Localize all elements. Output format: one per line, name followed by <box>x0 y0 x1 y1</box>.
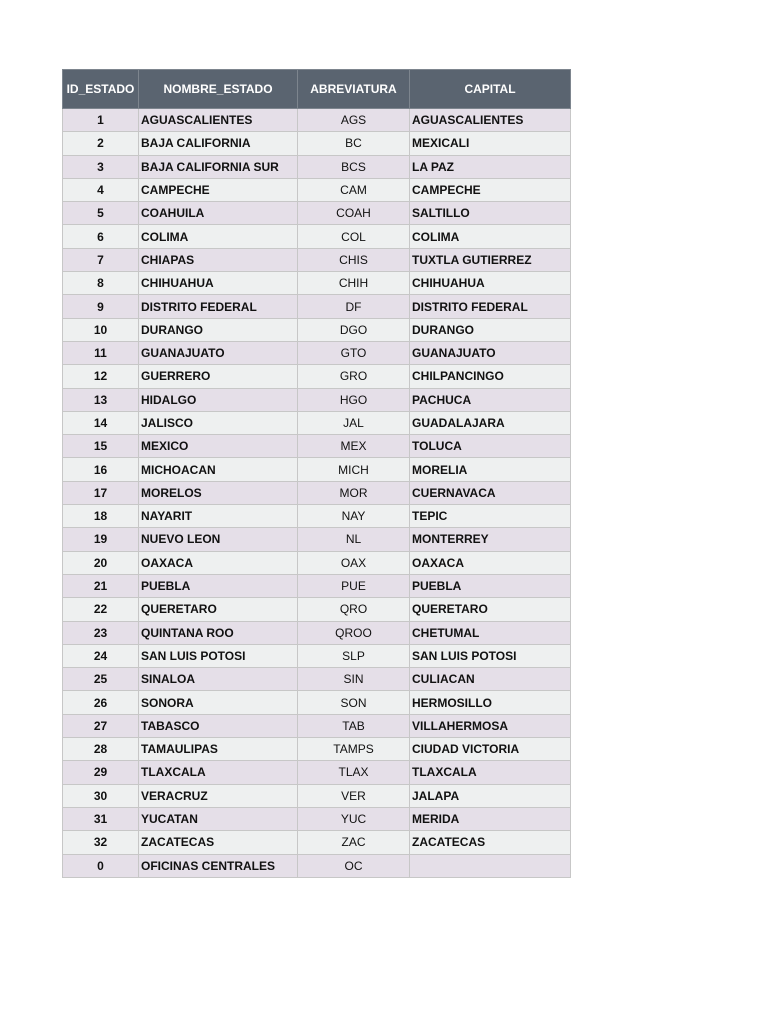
cell-abreviatura: ZAC <box>298 831 410 854</box>
cell-abreviatura: COL <box>298 225 410 248</box>
cell-nombre-estado: BAJA CALIFORNIA <box>139 132 298 155</box>
cell-capital: TEPIC <box>410 505 571 528</box>
table-row <box>63 178 571 201</box>
cell-abreviatura: MICH <box>298 458 410 481</box>
table-row <box>63 248 571 271</box>
cell-nombre-estado: PUEBLA <box>139 574 298 597</box>
table-row <box>63 854 571 877</box>
cell-abreviatura: QROO <box>298 621 410 644</box>
cell-capital: ZACATECAS <box>410 831 571 854</box>
cell-abreviatura: CAM <box>298 178 410 201</box>
cell-capital: PUEBLA <box>410 574 571 597</box>
cell-abreviatura: SON <box>298 691 410 714</box>
cell-nombre-estado: TABASCO <box>139 714 298 737</box>
table-row <box>63 388 571 411</box>
cell-nombre-estado: OFICINAS CENTRALES <box>139 854 298 877</box>
cell-abreviatura: TAMPS <box>298 738 410 761</box>
table-row <box>63 155 571 178</box>
cell-id-estado: 7 <box>63 248 139 271</box>
cell-capital: JALAPA <box>410 784 571 807</box>
cell-id-estado: 25 <box>63 668 139 691</box>
cell-id-estado: 10 <box>63 318 139 341</box>
cell-capital: CIUDAD VICTORIA <box>410 738 571 761</box>
cell-nombre-estado: GUANAJUATO <box>139 341 298 364</box>
cell-capital: GUADALAJARA <box>410 411 571 434</box>
cell-id-estado: 26 <box>63 691 139 714</box>
cell-capital: OAXACA <box>410 551 571 574</box>
cell-capital: MONTERREY <box>410 528 571 551</box>
table-row <box>63 714 571 737</box>
table-row <box>63 109 571 132</box>
cell-abreviatura: BC <box>298 132 410 155</box>
cell-nombre-estado: OAXACA <box>139 551 298 574</box>
cell-id-estado: 17 <box>63 481 139 504</box>
cell-abreviatura: NAY <box>298 505 410 528</box>
cell-id-estado: 14 <box>63 411 139 434</box>
table-row <box>63 272 571 295</box>
cell-nombre-estado: CAMPECHE <box>139 178 298 201</box>
cell-id-estado: 12 <box>63 365 139 388</box>
cell-nombre-estado: COLIMA <box>139 225 298 248</box>
header-capital: CAPITAL <box>410 70 571 109</box>
cell-capital: PACHUCA <box>410 388 571 411</box>
cell-abreviatura: BCS <box>298 155 410 178</box>
table-row <box>63 621 571 644</box>
table-row <box>63 458 571 481</box>
cell-capital: DISTRITO FEDERAL <box>410 295 571 318</box>
cell-capital: COLIMA <box>410 225 571 248</box>
table-row <box>63 551 571 574</box>
cell-id-estado: 19 <box>63 528 139 551</box>
estados-table <box>62 69 571 878</box>
table-row <box>63 411 571 434</box>
cell-abreviatura: GTO <box>298 341 410 364</box>
cell-capital: VILLAHERMOSA <box>410 714 571 737</box>
table-row <box>63 202 571 225</box>
cell-capital: MERIDA <box>410 807 571 830</box>
table-row <box>63 784 571 807</box>
cell-nombre-estado: GUERRERO <box>139 365 298 388</box>
cell-nombre-estado: SONORA <box>139 691 298 714</box>
cell-id-estado: 21 <box>63 574 139 597</box>
cell-abreviatura: CHIH <box>298 272 410 295</box>
cell-id-estado: 9 <box>63 295 139 318</box>
cell-abreviatura: NL <box>298 528 410 551</box>
cell-abreviatura: QRO <box>298 598 410 621</box>
header-nombre-estado: NOMBRE_ESTADO <box>139 70 298 109</box>
cell-capital: TLAXCALA <box>410 761 571 784</box>
cell-capital: CHIHUAHUA <box>410 272 571 295</box>
cell-id-estado: 32 <box>63 831 139 854</box>
cell-capital: SAN LUIS POTOSI <box>410 644 571 667</box>
cell-nombre-estado: QUERETARO <box>139 598 298 621</box>
cell-capital <box>410 854 571 877</box>
cell-nombre-estado: NUEVO LEON <box>139 528 298 551</box>
cell-capital: TOLUCA <box>410 435 571 458</box>
cell-nombre-estado: VERACRUZ <box>139 784 298 807</box>
cell-id-estado: 2 <box>63 132 139 155</box>
cell-nombre-estado: MEXICO <box>139 435 298 458</box>
cell-id-estado: 16 <box>63 458 139 481</box>
cell-nombre-estado: SINALOA <box>139 668 298 691</box>
cell-capital: GUANAJUATO <box>410 341 571 364</box>
cell-nombre-estado: NAYARIT <box>139 505 298 528</box>
cell-capital: HERMOSILLO <box>410 691 571 714</box>
table-row <box>63 691 571 714</box>
cell-abreviatura: DGO <box>298 318 410 341</box>
table-row <box>63 132 571 155</box>
cell-nombre-estado: TLAXCALA <box>139 761 298 784</box>
table-header-row <box>63 70 571 109</box>
cell-abreviatura: OC <box>298 854 410 877</box>
table-row <box>63 598 571 621</box>
cell-abreviatura: AGS <box>298 109 410 132</box>
cell-capital: CAMPECHE <box>410 178 571 201</box>
cell-abreviatura: GRO <box>298 365 410 388</box>
cell-capital: CULIACAN <box>410 668 571 691</box>
cell-nombre-estado: TAMAULIPAS <box>139 738 298 761</box>
cell-nombre-estado: AGUASCALIENTES <box>139 109 298 132</box>
cell-nombre-estado: ZACATECAS <box>139 831 298 854</box>
cell-abreviatura: SLP <box>298 644 410 667</box>
cell-id-estado: 8 <box>63 272 139 295</box>
cell-nombre-estado: BAJA CALIFORNIA SUR <box>139 155 298 178</box>
header-abreviatura: ABREVIATURA <box>298 70 410 109</box>
table-row <box>63 341 571 364</box>
cell-abreviatura: TAB <box>298 714 410 737</box>
table-row <box>63 528 571 551</box>
cell-abreviatura: OAX <box>298 551 410 574</box>
cell-capital: LA PAZ <box>410 155 571 178</box>
cell-id-estado: 13 <box>63 388 139 411</box>
table-row <box>63 365 571 388</box>
cell-capital: CHILPANCINGO <box>410 365 571 388</box>
cell-id-estado: 5 <box>63 202 139 225</box>
cell-capital: CHETUMAL <box>410 621 571 644</box>
cell-nombre-estado: DURANGO <box>139 318 298 341</box>
table-body <box>63 109 571 878</box>
cell-nombre-estado: HIDALGO <box>139 388 298 411</box>
cell-capital: CUERNAVACA <box>410 481 571 504</box>
cell-id-estado: 30 <box>63 784 139 807</box>
cell-id-estado: 6 <box>63 225 139 248</box>
cell-capital: AGUASCALIENTES <box>410 109 571 132</box>
cell-id-estado: 27 <box>63 714 139 737</box>
cell-id-estado: 20 <box>63 551 139 574</box>
cell-capital: MEXICALI <box>410 132 571 155</box>
header-id-estado: ID_ESTADO <box>63 70 139 109</box>
cell-nombre-estado: YUCATAN <box>139 807 298 830</box>
table-row <box>63 644 571 667</box>
cell-nombre-estado: MORELOS <box>139 481 298 504</box>
cell-nombre-estado: CHIAPAS <box>139 248 298 271</box>
table-row <box>63 574 571 597</box>
cell-nombre-estado: CHIHUAHUA <box>139 272 298 295</box>
cell-nombre-estado: DISTRITO FEDERAL <box>139 295 298 318</box>
cell-abreviatura: MEX <box>298 435 410 458</box>
cell-id-estado: 29 <box>63 761 139 784</box>
cell-capital: QUERETARO <box>410 598 571 621</box>
table-row <box>63 318 571 341</box>
cell-nombre-estado: COAHUILA <box>139 202 298 225</box>
table-row <box>63 225 571 248</box>
cell-capital: DURANGO <box>410 318 571 341</box>
table-row <box>63 505 571 528</box>
cell-nombre-estado: JALISCO <box>139 411 298 434</box>
table-row <box>63 807 571 830</box>
table-row <box>63 295 571 318</box>
cell-abreviatura: PUE <box>298 574 410 597</box>
cell-abreviatura: YUC <box>298 807 410 830</box>
cell-abreviatura: TLAX <box>298 761 410 784</box>
cell-abreviatura: COAH <box>298 202 410 225</box>
cell-capital: SALTILLO <box>410 202 571 225</box>
cell-abreviatura: DF <box>298 295 410 318</box>
cell-id-estado: 11 <box>63 341 139 364</box>
cell-id-estado: 4 <box>63 178 139 201</box>
cell-id-estado: 3 <box>63 155 139 178</box>
cell-abreviatura: CHIS <box>298 248 410 271</box>
cell-abreviatura: JAL <box>298 411 410 434</box>
table-row <box>63 831 571 854</box>
cell-capital: TUXTLA GUTIERREZ <box>410 248 571 271</box>
cell-id-estado: 24 <box>63 644 139 667</box>
cell-abreviatura: MOR <box>298 481 410 504</box>
cell-nombre-estado: QUINTANA ROO <box>139 621 298 644</box>
cell-nombre-estado: MICHOACAN <box>139 458 298 481</box>
table-row <box>63 481 571 504</box>
cell-abreviatura: SIN <box>298 668 410 691</box>
cell-id-estado: 15 <box>63 435 139 458</box>
cell-id-estado: 1 <box>63 109 139 132</box>
cell-id-estado: 23 <box>63 621 139 644</box>
table-row <box>63 668 571 691</box>
cell-id-estado: 28 <box>63 738 139 761</box>
table-row <box>63 435 571 458</box>
table-row <box>63 738 571 761</box>
cell-id-estado: 31 <box>63 807 139 830</box>
cell-nombre-estado: SAN LUIS POTOSI <box>139 644 298 667</box>
table-row <box>63 761 571 784</box>
cell-id-estado: 22 <box>63 598 139 621</box>
cell-capital: MORELIA <box>410 458 571 481</box>
cell-id-estado: 0 <box>63 854 139 877</box>
cell-id-estado: 18 <box>63 505 139 528</box>
cell-abreviatura: VER <box>298 784 410 807</box>
cell-abreviatura: HGO <box>298 388 410 411</box>
